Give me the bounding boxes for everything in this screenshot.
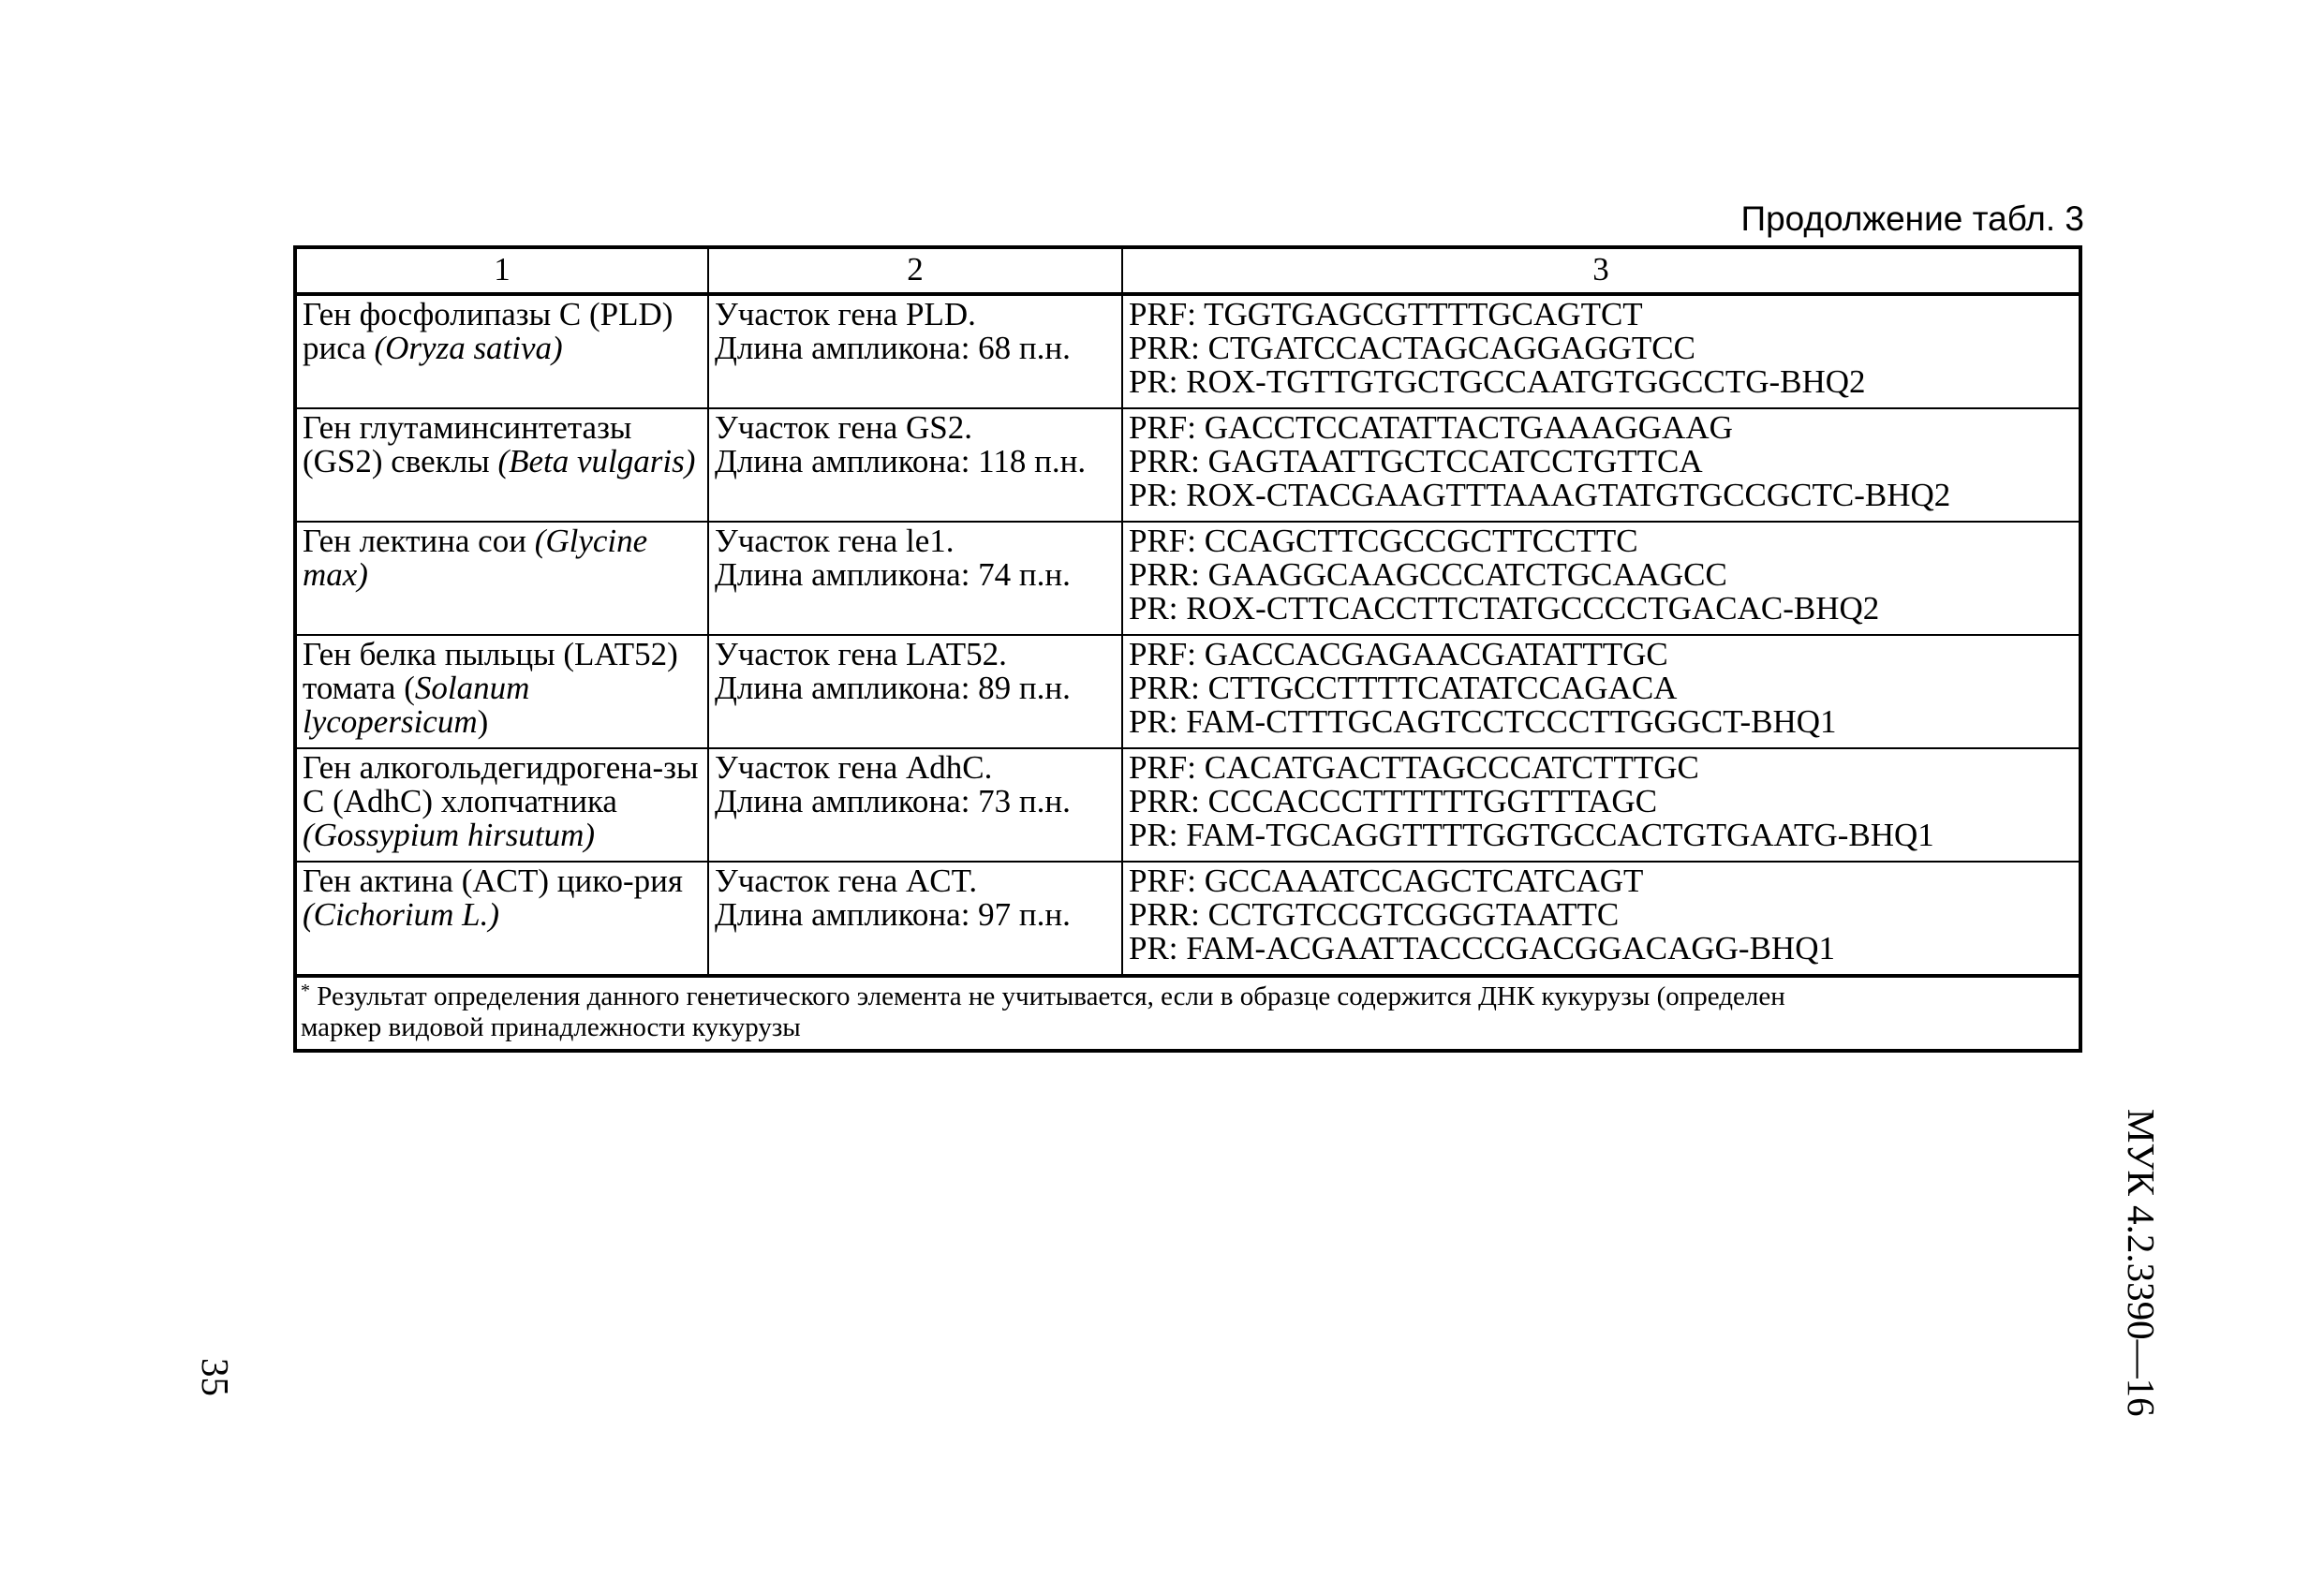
forward-primer: PRF: CCAGCTTCGCCGCTTCCTTC [1129, 523, 1638, 559]
amplicon-length: Длина ампликона: 118 п.н. [715, 443, 1087, 479]
reverse-primer: PRR: GAGTAATTGCTCCATCCTGTTCA [1129, 443, 1703, 479]
gene-name: Ген лектина сои [303, 523, 535, 559]
table-row [295, 748, 2080, 862]
region-cell [708, 748, 1122, 862]
primers-cell [1122, 635, 2080, 748]
species-name: (Glycine max) [303, 523, 648, 593]
gene-cell [295, 522, 708, 635]
amplicon-length: Длина ампликона: 73 п.н. [715, 783, 1071, 819]
table-row [295, 408, 2080, 522]
gene-name: Ген глутаминсинтетазы (GS2) свеклы [303, 409, 632, 479]
gene-cell [295, 635, 708, 748]
table-row [295, 522, 2080, 635]
species-name: Solanum lycopersicum [303, 670, 530, 740]
amplicon-length: Длина ампликона: 74 п.н. [715, 556, 1071, 593]
region-name: Участок гена ACT. [715, 863, 978, 899]
amplicon-length: Длина ампликона: 68 п.н. [715, 330, 1071, 366]
column-header-2: 2 [708, 247, 1122, 294]
table-footnote-row [295, 976, 2080, 1051]
gene-name: Ген актина (ACT) цико-рия [303, 863, 683, 899]
forward-primer: PRF: CACATGACTTAGCCCATCTTTGC [1129, 749, 1699, 786]
species-name: (Beta vulgaris) [497, 443, 696, 479]
region-name: Участок гена AdhC. [715, 749, 993, 786]
primers-cell [1122, 748, 2080, 862]
footnote-cell [295, 976, 2080, 1051]
region-name: Участок гена GS2. [715, 409, 972, 446]
primer-table [293, 245, 2082, 1053]
gene-cell [295, 862, 708, 976]
reverse-primer: PRR: GAAGGCAAGCCCATCTGCAAGCC [1129, 556, 1727, 593]
table-row [295, 862, 2080, 976]
amplicon-length: Длина ампликона: 97 п.н. [715, 896, 1071, 933]
region-cell [708, 635, 1122, 748]
species-name: (Cichorium L.) [303, 896, 499, 933]
reverse-primer: PRR: CTTGCCTTTTCATATCCAGACA [1129, 670, 1678, 706]
amplicon-length: Длина ампликона: 89 п.н. [715, 670, 1071, 706]
gene-cell [295, 408, 708, 522]
region-name: Участок гена PLD. [715, 296, 976, 332]
forward-primer: PRF: GACCACGAGAACGATATTTGC [1129, 636, 1668, 672]
region-cell [708, 408, 1122, 522]
gene-name: Ген фосфолипазы С (PLD) риса [303, 296, 674, 366]
probe: PR: FAM-ACGAATTACCCGACGGACAGG-BHQ1 [1129, 930, 1835, 966]
region-name: Участок гена le1. [715, 523, 955, 559]
gene-cell [295, 294, 708, 408]
forward-primer: PRF: TGGTGAGCGTTTTGCAGTCT [1129, 296, 1643, 332]
primers-cell [1122, 294, 2080, 408]
footnote-mark: * [301, 981, 310, 1001]
region-cell [708, 862, 1122, 976]
table-row [295, 635, 2080, 748]
forward-primer: PRF: GACCTCCATATTACTGAAAGGAAG [1129, 409, 1733, 446]
table-caption: Продолжение табл. 3 [1740, 199, 2084, 238]
species-name: (Gossypium hirsutum) [303, 817, 596, 853]
primers-cell [1122, 862, 2080, 976]
primers-cell [1122, 408, 2080, 522]
region-name: Участок гена LAT52. [715, 636, 1007, 672]
region-cell [708, 294, 1122, 408]
reverse-primer: PRR: CCCACCCTTTTTTGGTTTAGC [1129, 783, 1658, 819]
gene-name: Ген белка пыльцы (LAT52) томата ( [303, 636, 678, 706]
gene-name: Ген алкогольдегидрогена-зы С (AdhC) хлопчатника [303, 749, 699, 819]
column-header-1: 1 [295, 247, 708, 294]
probe: PR: ROX-CTACGAAGTTTAAAGTATGTGCCGCTC-BHQ2 [1129, 477, 1951, 513]
gene-cell [295, 748, 708, 862]
species-name: (Oryza sativa) [374, 330, 563, 366]
probe: PR: FAM-TGCAGGTTTTGGTGCCACTGTGAATG-BHQ1 [1129, 817, 1934, 853]
gene-name-tail: ) [477, 703, 489, 740]
probe: PR: ROX-CTTCACCTTCTATGCCCCTGACAC-BHQ2 [1129, 590, 1880, 627]
footnote-text: Результат определения данного генетического элемента не учитывается, если в образце содержится ДНК кукурузы (определен [310, 981, 1785, 1011]
column-header-3: 3 [1122, 247, 2080, 294]
footnote-text-continued: маркер видовой принадлежности кукурузы [301, 1012, 801, 1042]
reverse-primer: PRR: CCTGTCCGTCGGGTAATTC [1129, 896, 1620, 933]
region-cell [708, 522, 1122, 635]
probe: PR: ROX-TGTTGTGCTGCCAATGTGGCCTG-BHQ2 [1129, 363, 1866, 400]
table-row [295, 294, 2080, 408]
primers-cell [1122, 522, 2080, 635]
probe: PR: FAM-CTTTGCAGTCCTCCCTTGGGCT-BHQ1 [1129, 703, 1837, 740]
forward-primer: PRF: GCCAAATCCAGCTCATCAGT [1129, 863, 1644, 899]
page-number: 35 [194, 1358, 237, 1396]
table-header-row [295, 247, 2080, 294]
document-code: МУК 4.2.3390—16 [2120, 1109, 2163, 1417]
reverse-primer: PRR: CTGATCCACTAGCAGGAGGTCC [1129, 330, 1695, 366]
